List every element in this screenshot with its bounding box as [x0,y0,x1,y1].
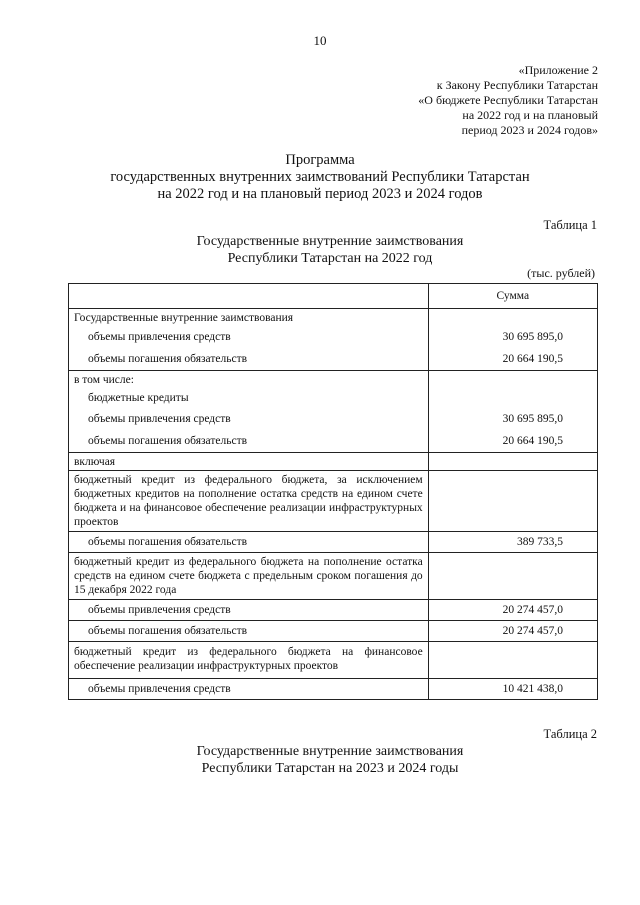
table-row [69,471,598,532]
header-cell-name [69,284,429,309]
row-value [428,471,597,532]
table1-label: Таблица 1 [543,218,597,232]
table-row [69,371,598,389]
row-label: объемы погашения обязательств [69,348,429,371]
table1-title-line: Республики Татарстан на 2022 год [227,251,433,266]
table-row [69,679,598,700]
table-row [69,388,598,408]
row-value [428,309,597,327]
row-label: объемы привлечения средств [69,600,429,621]
table-row [69,408,598,430]
table-row [69,600,598,621]
row-value: 30 695 895,0 [428,408,597,430]
borrowings-table [68,283,598,700]
program-title-line: государственных внутренних заимствований Республики Татарстан [110,169,530,185]
table-row [69,430,598,453]
row-label: бюджетный кредит из федерального бюджета на пополнение остатка средств на едином счете бюджета с предельным сроком погашения до 15 декабря 2022 года [69,553,429,600]
row-label: бюджетный кредит из федерального бюджета на финансовое обеспечение реализации инфраструктурных проектов [69,642,429,679]
row-label: Государственные внутренние заимствования [69,309,429,327]
row-value: 20 664 190,5 [428,430,597,453]
row-value [428,388,597,408]
table-row [69,348,598,371]
row-label: бюджетный кредит из федерального бюджета, за исключением бюджетных кредитов на пополнение остатка средств на едином счете бюджета и на финансовое обеспечение реализации инфраструктурных проектов [69,471,429,532]
table2-title [0,743,640,777]
row-value [428,371,597,389]
row-value [428,553,597,600]
row-value: 20 274 457,0 [428,621,597,642]
row-label: бюджетные кредиты [69,388,429,408]
program-title [0,152,640,203]
table2-title-line: Государственные внутренние заимствования [196,744,464,759]
appendix-note [418,63,598,138]
table-row [69,453,598,471]
row-label: объемы привлечения средств [69,679,429,700]
row-value [428,453,597,471]
table1-title-line: Государственные внутренние заимствования [196,234,464,249]
table-header-row [69,284,598,309]
row-value [428,642,597,679]
appendix-line: «О бюджете Республики Татарстан [418,93,598,107]
appendix-line: период 2023 и 2024 годов» [461,123,598,137]
table-row [69,642,598,679]
row-label: в том числе: [69,371,429,389]
table-row [69,532,598,553]
table-row [69,553,598,600]
row-label: объемы погашения обязательств [69,430,429,453]
row-label: включая [69,453,429,471]
row-value: 389 733,5 [428,532,597,553]
table-row [69,309,598,327]
header-cell-sum: Сумма [428,284,597,309]
row-value: 10 421 438,0 [428,679,597,700]
row-label: объемы погашения обязательств [69,532,429,553]
row-value: 20 274 457,0 [428,600,597,621]
program-title-line: Программа [285,152,355,168]
units-label: (тыс. рублей) [527,266,595,280]
table-row [69,326,598,348]
program-title-line: на 2022 год и на плановый период 2023 и 2024 годов [157,186,483,202]
table2-label: Таблица 2 [543,727,597,741]
row-label: объемы привлечения средств [69,408,429,430]
row-label: объемы погашения обязательств [69,621,429,642]
table1-title [0,233,640,267]
table-row [69,621,598,642]
appendix-line: к Закону Республики Татарстан [436,78,598,92]
row-value: 30 695 895,0 [428,326,597,348]
appendix-line: «Приложение 2 [518,63,598,77]
appendix-line: на 2022 год и на плановый [462,108,598,122]
row-label: объемы привлечения средств [69,326,429,348]
row-value: 20 664 190,5 [428,348,597,371]
page-number: 10 [313,33,327,48]
table2-title-line: Республики Татарстан на 2023 и 2024 годы [201,761,459,776]
